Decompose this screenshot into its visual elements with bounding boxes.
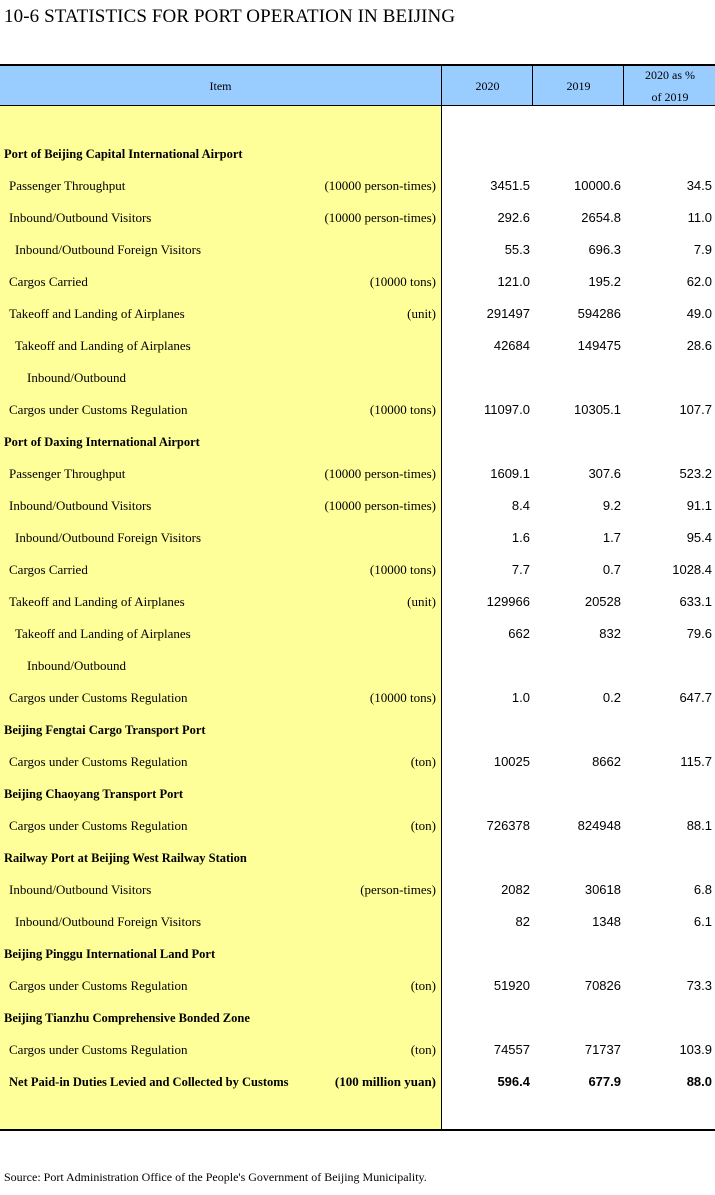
value-pct: 88.0 xyxy=(686,1074,712,1089)
row-label: Takeoff and Landing of Airplanes xyxy=(9,594,185,609)
value-pct: 62.0 xyxy=(686,274,712,289)
row-unit: (person-times) xyxy=(360,882,436,897)
value-2019: 0.7 xyxy=(602,562,621,577)
row-label: Inbound/Outbound Foreign Visitors xyxy=(15,530,202,545)
row-label: Inbound/Outbound xyxy=(27,370,126,385)
row-label: Inbound/Outbound xyxy=(27,658,126,673)
value-pct: 11.0 xyxy=(687,210,712,225)
row-label: Port of Daxing International Airport xyxy=(4,435,200,449)
value-pct: 1028.4 xyxy=(672,562,712,577)
row-label: Passenger Throughput xyxy=(9,178,126,193)
header-2020-as-pct-of-2019 xyxy=(623,66,715,106)
table-row xyxy=(0,618,715,650)
table-row xyxy=(0,458,715,490)
row-label: Railway Port at Beijing West Railway Station xyxy=(4,851,247,865)
table-row xyxy=(0,330,715,362)
table-row xyxy=(0,362,715,394)
row-label: Inbound/Outbound Foreign Visitors xyxy=(15,914,202,929)
value-2019: 30618 xyxy=(584,882,621,897)
value-pct: 6.1 xyxy=(693,914,712,929)
table-row xyxy=(0,490,715,522)
row-label: Cargos under Customs Regulation xyxy=(9,818,188,833)
table-row xyxy=(0,394,715,426)
row-label: Inbound/Outbound Visitors xyxy=(9,498,152,513)
value-2019: 2654.8 xyxy=(581,210,621,225)
row-label: Takeoff and Landing of Airplanes xyxy=(9,306,185,321)
value-2020: 10025 xyxy=(493,754,530,769)
table-row xyxy=(0,202,715,234)
value-pct: 91.1 xyxy=(686,498,712,513)
table-header xyxy=(0,64,715,106)
value-pct: 88.1 xyxy=(686,818,712,833)
row-label: Cargos under Customs Regulation xyxy=(9,1042,188,1057)
row-label: Beijing Pinggu International Land Port xyxy=(4,947,216,961)
table-row xyxy=(0,1034,715,1066)
value-2020: 82 xyxy=(515,914,530,929)
row-unit: (ton) xyxy=(410,1042,436,1057)
table-row xyxy=(0,810,715,842)
row-unit: (10000 person-times) xyxy=(324,210,436,225)
row-unit: (10000 person-times) xyxy=(324,466,436,481)
value-2019: 149475 xyxy=(577,338,621,353)
value-pct: 79.6 xyxy=(686,626,712,641)
value-2019: 10000.6 xyxy=(574,178,621,193)
row-label: Passenger Throughput xyxy=(9,466,126,481)
value-2020: 55.3 xyxy=(504,242,530,257)
row-label: Beijing Chaoyang Transport Port xyxy=(4,787,184,801)
header-pct-line2: of 2019 xyxy=(651,90,689,104)
value-2020: 726378 xyxy=(486,818,530,833)
row-unit: (10000 tons) xyxy=(369,690,436,705)
table-row xyxy=(0,906,715,938)
header-2020: 2020 xyxy=(441,66,533,106)
value-2020: 8.4 xyxy=(511,498,530,513)
value-2020: 1.6 xyxy=(511,530,530,545)
row-label: Beijing Tianzhu Comprehensive Bonded Zone xyxy=(4,1011,250,1025)
row-label: Cargos Carried xyxy=(9,562,88,577)
header-2019: 2019 xyxy=(532,66,624,106)
row-unit: (10000 person-times) xyxy=(324,498,436,513)
value-2019: 8662 xyxy=(592,754,621,769)
row-unit: (10000 tons) xyxy=(369,402,436,417)
table-row xyxy=(0,298,715,330)
row-unit: (100 million yuan) xyxy=(334,1074,436,1089)
value-2019: 71737 xyxy=(584,1042,621,1057)
row-unit: (ton) xyxy=(410,978,436,993)
value-pct: 28.6 xyxy=(686,338,712,353)
source-note: Source: Port Administration Office of the People's Government of Beijing Municipality. xyxy=(4,1170,427,1184)
row-label: Cargos under Customs Regulation xyxy=(9,402,188,417)
row-unit: (unit) xyxy=(407,594,436,609)
value-2019: 696.3 xyxy=(588,242,621,257)
table-row xyxy=(0,522,715,554)
table-row xyxy=(0,234,715,266)
section-row xyxy=(0,1002,715,1034)
value-2019: 9.2 xyxy=(602,498,621,513)
value-pct: 103.9 xyxy=(679,1042,712,1057)
table-row xyxy=(0,874,715,906)
row-label: Port of Beijing Capital International Airport xyxy=(4,147,243,161)
row-unit: (10000 tons) xyxy=(369,562,436,577)
value-2019: 832 xyxy=(599,626,621,641)
value-2019: 195.2 xyxy=(588,274,621,289)
value-2019: 10305.1 xyxy=(574,402,621,417)
section-row xyxy=(0,138,715,170)
value-2019: 677.9 xyxy=(588,1074,621,1089)
value-2020: 51920 xyxy=(493,978,530,993)
row-unit: (ton) xyxy=(410,818,436,833)
value-pct: 7.9 xyxy=(693,242,712,257)
section-row xyxy=(0,426,715,458)
page-title: 10-6 STATISTICS FOR PORT OPERATION IN BEIJING xyxy=(4,6,456,27)
value-2019: 20528 xyxy=(584,594,621,609)
value-pct: 73.3 xyxy=(686,978,712,993)
row-label: Cargos under Customs Regulation xyxy=(9,754,188,769)
value-2020: 2082 xyxy=(501,882,530,897)
table-row xyxy=(0,170,715,202)
value-pct: 115.7 xyxy=(680,754,712,769)
row-label: Cargos under Customs Regulation xyxy=(9,978,188,993)
value-2019: 0.2 xyxy=(602,690,621,705)
value-2019: 1.7 xyxy=(602,530,621,545)
value-2020: 129966 xyxy=(486,594,530,609)
table-row xyxy=(0,746,715,778)
row-unit: (ton) xyxy=(410,754,436,769)
header-pct-line1: 2020 as % xyxy=(645,68,695,82)
table-bottom-rule xyxy=(0,1129,715,1131)
value-2020: 662 xyxy=(508,626,530,641)
row-label: Cargos under Customs Regulation xyxy=(9,690,188,705)
value-2020: 11097.0 xyxy=(483,402,530,417)
value-pct: 647.7 xyxy=(679,690,712,705)
section-row xyxy=(0,714,715,746)
header-item: Item xyxy=(209,79,232,93)
value-2020: 291497 xyxy=(486,306,530,321)
section-row xyxy=(0,938,715,970)
row-label: Cargos Carried xyxy=(9,274,88,289)
value-2020: 596.4 xyxy=(497,1074,530,1089)
value-pct: 6.8 xyxy=(693,882,712,897)
value-pct: 107.7 xyxy=(679,402,712,417)
row-unit: (10000 person-times) xyxy=(324,178,436,193)
row-label: Inbound/Outbound Visitors xyxy=(9,210,152,225)
value-2020: 3451.5 xyxy=(490,178,530,193)
value-2019: 594286 xyxy=(577,306,621,321)
section-row xyxy=(0,842,715,874)
table-row xyxy=(0,266,715,298)
value-pct: 95.4 xyxy=(686,530,712,545)
value-pct: 34.5 xyxy=(686,178,712,193)
row-label: Takeoff and Landing of Airplanes xyxy=(15,626,191,641)
value-2019: 1348 xyxy=(592,914,621,929)
value-2019: 70826 xyxy=(584,978,621,993)
total-row xyxy=(0,1066,715,1098)
value-2020: 1609.1 xyxy=(490,466,530,481)
row-label: Inbound/Outbound Visitors xyxy=(9,882,152,897)
table-row xyxy=(0,650,715,682)
row-label: Net Paid-in Duties Levied and Collected by Customs xyxy=(9,1075,289,1089)
value-pct: 523.2 xyxy=(679,466,712,481)
table-row xyxy=(0,970,715,1002)
value-2020: 7.7 xyxy=(511,562,530,577)
table-row xyxy=(0,586,715,618)
value-2020: 292.6 xyxy=(497,210,530,225)
section-row xyxy=(0,778,715,810)
value-2020: 121.0 xyxy=(497,274,530,289)
value-2020: 42684 xyxy=(493,338,530,353)
table-row xyxy=(0,554,715,586)
table-row xyxy=(0,682,715,714)
value-pct: 49.0 xyxy=(686,306,712,321)
value-pct: 633.1 xyxy=(679,594,712,609)
row-unit: (10000 tons) xyxy=(369,274,436,289)
row-label: Takeoff and Landing of Airplanes xyxy=(15,338,191,353)
value-2019: 307.6 xyxy=(588,466,621,481)
row-unit: (unit) xyxy=(407,306,436,321)
value-2019: 824948 xyxy=(577,818,621,833)
value-2020: 74557 xyxy=(493,1042,530,1057)
row-label: Beijing Fengtai Cargo Transport Port xyxy=(4,723,206,737)
value-2020: 1.0 xyxy=(511,690,530,705)
row-label: Inbound/Outbound Foreign Visitors xyxy=(15,242,202,257)
